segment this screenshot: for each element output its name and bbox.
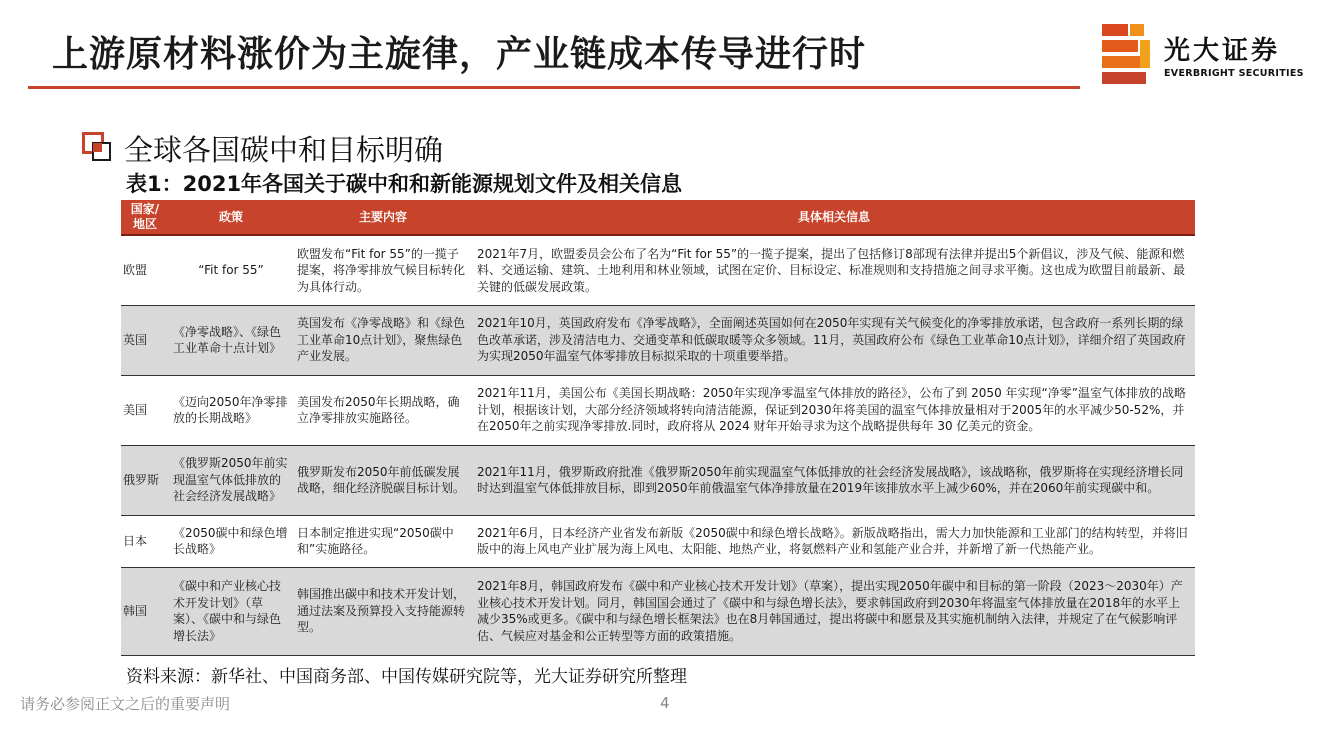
column-header-region: 国家/地区 — [121, 200, 169, 235]
logo-text-cn: 光大证券 — [1164, 36, 1281, 66]
cell-summary: 俄罗斯发布2050年前低碳发展战略，细化经济脱碳目标计划。 — [293, 445, 473, 515]
logo-text-en: EVERBRIGHT SECURITIES — [1164, 68, 1304, 79]
disclaimer: 请务必参阅正文之后的重要声明 — [20, 695, 231, 713]
cell-summary: 英国发布《净零战略》和《绿色工业革命10点计划》，聚焦绿色产业发展。 — [293, 305, 473, 375]
company-logo — [1102, 24, 1317, 86]
page-number: 4 — [660, 694, 670, 712]
cell-region: 韩国 — [121, 567, 169, 655]
square-bullet-icon — [82, 132, 112, 162]
column-header-policy: 政策 — [169, 200, 293, 235]
table-row — [121, 375, 1195, 445]
cell-region: 俄罗斯 — [121, 445, 169, 515]
cell-policy: 《迈向2050年净零排放的长期战略》 — [169, 375, 293, 445]
source-note: 资料来源：新华社、中国商务部、中国传媒研究院等，光大证券研究所整理 — [126, 667, 687, 687]
table-caption: 表1：2021年各国关于碳中和和新能源规划文件及相关信息 — [126, 172, 683, 196]
cell-summary: 韩国推出碳中和技术开发计划，通过法案及预算投入支持能源转型。 — [293, 567, 473, 655]
cell-policy: “Fit for 55” — [169, 235, 293, 305]
cell-details: 2021年11月，美国公布《美国长期战略：2050年实现净零温室气体排放的路径》，公布了到 2050 年实现“净零”温室气体排放的战略计划，根据该计划，大部分经济领域将转向清洁能源，保证到2030年将美国的温室气体排放量相对于2005年的水平减少50-52%，并在2050年之前实现净零排放.同时，政府将从 2024 财年开始寻求为这个战略提供每年 30 亿美元的资金。 — [473, 375, 1195, 445]
title-divider — [28, 86, 1080, 89]
slide-title: 上游原材料涨价为主旋律，产业链成本传导进行时 — [52, 34, 867, 75]
table-row — [121, 305, 1195, 375]
column-header-summary: 主要内容 — [293, 200, 473, 235]
cell-summary: 欧盟发布“Fit for 55”的一揽子提案，将净零排放气候目标转化为具体行动。 — [293, 235, 473, 305]
cell-region: 美国 — [121, 375, 169, 445]
table-row — [121, 515, 1195, 567]
cell-summary: 日本制定推进实现“2050碳中和”实施路径。 — [293, 515, 473, 567]
cell-policy: 《俄罗斯2050年前实现温室气体低排放的社会经济发展战略》 — [169, 445, 293, 515]
cell-region: 英国 — [121, 305, 169, 375]
table-row — [121, 235, 1195, 305]
cell-region: 欧盟 — [121, 235, 169, 305]
everbright-logo-icon — [1102, 24, 1150, 84]
cell-details: 2021年11月，俄罗斯政府批准《俄罗斯2050年前实现温室气体低排放的社会经济发展战略》，该战略称，俄罗斯将在实现经济增长同时达到温室气体低排放目标，即到2050年前俄温室气体净排放量在2019年该排放水平上减少60%，并在2060年前实现碳中和。 — [473, 445, 1195, 515]
cell-policy: 《碳中和产业核心技术开发计划》（草案）、《碳中和与绿色增长法》 — [169, 567, 293, 655]
section-heading-text: 全球各国碳中和目标明确 — [124, 133, 444, 167]
cell-policy: 《净零战略》、《绿色工业革命十点计划》 — [169, 305, 293, 375]
cell-details: 2021年7月，欧盟委员会公布了名为“Fit for 55”的一揽子提案，提出了包括修订8部现有法律并提出5个新倡议，涉及气候、能源和燃料、交通运输、建筑、土地利用和林业领域，试图在定价、目标设定、标准规则和支持措施之间寻求平衡。这也成为欧盟目前最新、最关键的低碳发展政策。 — [473, 235, 1195, 305]
cell-details: 2021年6月，日本经济产业省发布新版《2050碳中和绿色增长战略》。新版战略指出，需大力加快能源和工业部门的结构转型，并将旧版中的海上风电产业扩展为海上风电、太阳能、地热产业，将氨燃料产业和氢能产业合并，并新增了新一代热能产业。 — [473, 515, 1195, 567]
cell-policy: 《2050碳中和绿色增长战略》 — [169, 515, 293, 567]
cell-details: 2021年8月，韩国政府发布《碳中和产业核心技术开发计划》（草案），提出实现2050年碳中和目标的第一阶段（2023～2030年）产业核心技术开发计划。同月，韩国国会通过了《碳中和与绿色增长法》，要求韩国政府到2030年将温室气体排放量在2018年的水平上减少35%或更多。《碳中和与绿色增长框架法》也在8月韩国通过，提出将碳中和愿景及其实施机制纳入法律，并规定了在气候影响评估、气候应对基金和公正转型等方面的政策措施。 — [473, 567, 1195, 655]
cell-region: 日本 — [121, 515, 169, 567]
column-header-details: 具体相关信息 — [473, 200, 1195, 235]
cell-details: 2021年10月，英国政府发布《净零战略》，全面阐述英国如何在2050年实现有关气候变化的净零排放承诺，包含政府一系列长期的绿色改革承诺，涉及清洁电力、交通变革和低碳取暖等众多领域。11月，英国政府公布《绿色工业革命10点计划》，详细介绍了英国政府为实现2050年温室气体零排放目标拟采取的十项重要举措。 — [473, 305, 1195, 375]
table-row — [121, 445, 1195, 515]
cell-summary: 美国发布2050年长期战略，确立净零排放实施路径。 — [293, 375, 473, 445]
table-row — [121, 567, 1195, 655]
policy-table — [121, 200, 1195, 656]
table-header-row — [121, 200, 1195, 235]
